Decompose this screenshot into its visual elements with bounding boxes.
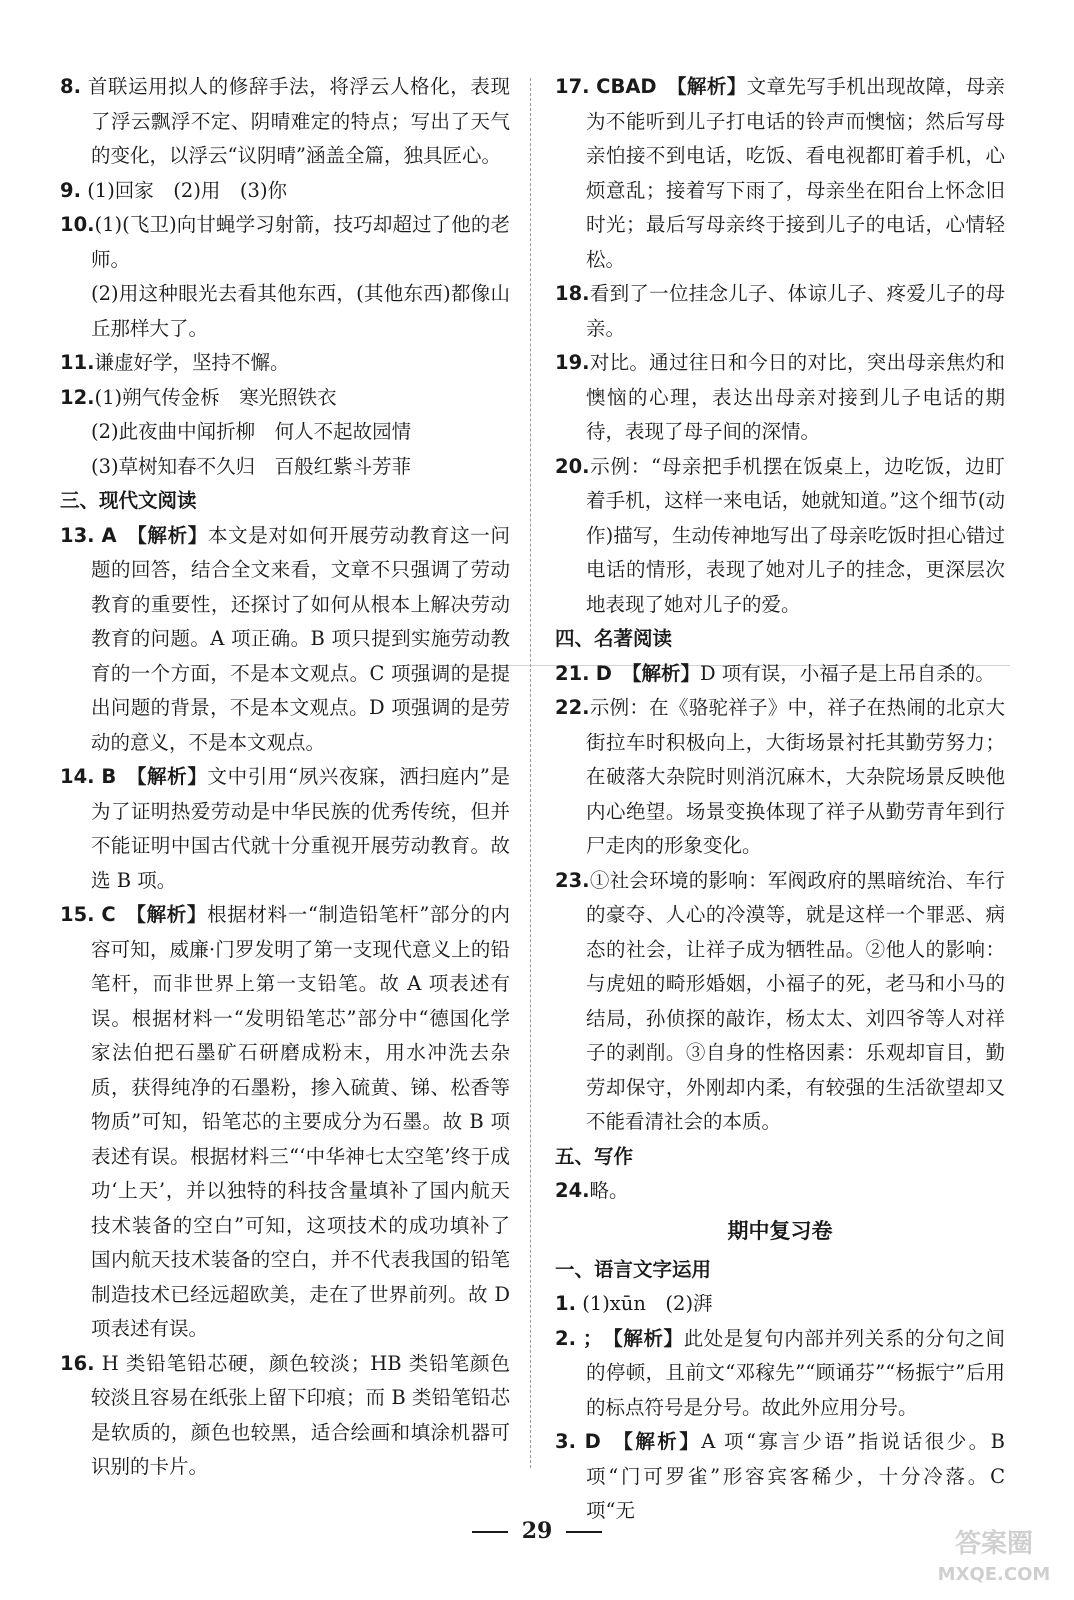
answer-text: H 类铅笔铅芯硬，颜色较淡；HB 类铅笔颜色较淡且容易在纸张上留下印痕；而 B 类铅笔铅芯是软质的，颜色也较黑，适合绘画和填涂机器可识别的卡片。 [91,1351,510,1478]
analysis-tag: 【解析】 [666,75,747,98]
page-dash-left [472,1531,508,1533]
answer-text: (1)xūn (2)湃 [582,1292,713,1315]
answer-12 [60,381,510,416]
paper-title: 期中复习卷 [727,1218,833,1243]
answer-text: (3)草树知春不久归 百般红紫斗芳菲 [91,454,412,478]
answer-17 [555,70,1005,277]
page-number-value: 29 [521,1518,553,1544]
watermark-logo-main: 答案圈 [954,1529,1034,1559]
section-heading-1: 一、语言文字运用 [555,1257,712,1281]
answer-text: ①社会环境的影响：军阀政府的黑暗统治、车行的豪夺、人心的冷漠等，就是这样一个罪恶、病态的社会，让祥子成为牺牲品。②他人的影响：与虎妞的畸形婚姻，小福子的死，老马和小马的结局，孙侦探的敲诈，杨太太、刘四爷等人对祥子的剥削。③自身的性格因素：乐观却盲目，勤劳却保守，外刚却内柔，有较强的生活欲望却又不能看清社会的本质。 [586,868,1005,1133]
answer-text: (2)用这种眼光去看其他东西，(其他东西)都像山丘那样大了。 [91,282,510,340]
answer-text: 此处是复句内部并列关系的分句之间的停顿，且前文“邓稼先”“顾诵芬”“杨振宁”后用的标点符号是分号。故此外应用分号。 [586,1326,1005,1419]
answer-text: 示例：在《骆驼祥子》中，祥子在热闹的北京大街拉车时积极向上，大街场景衬托其勤劳努力；在破落大杂院时则消沉麻木，大杂院场景反映他内心绝望。场景变换体现了祥子从勤劳青年到行尸走肉的形象变化。 [586,696,1005,857]
question-number: 14. [60,765,95,788]
answer-10 [60,208,510,277]
answer-text: 本文是对如何开展劳动教育这一问题的回答，结合全文来看，文章不只强调了劳动教育的重要性，还探讨了如何从根本上解决劳动教育的问题。A 项正确。B 项只提到实施劳动教育的一个方面，不是本文观点。C 项强调的是提出问题的背景，不是本文观点。D 项强调的是劳动的意义，不是本文观点。 [91,523,510,754]
answer-text: 对比。通过往日和今日的对比，突出母亲焦灼和懊恼的心理，表达出母亲对接到儿子电话的期待，表现了母子间的深情。 [586,351,1005,443]
answer-text: 首联运用拟人的修辞手法，将浮云人格化，表现了浮云飘浮不定、阴晴难定的特点；写出了天气的变化，以浮云“议阴晴”涵盖全篇，独具匠心。 [87,75,510,167]
answer-text: (2)此夜曲中闻折柳 何人不起故园情 [91,420,412,443]
midterm-answer-3 [555,1425,1005,1529]
analysis-tag: 【解析】 [126,765,208,788]
question-number: 18. [555,282,590,305]
answer-22 [555,691,1005,864]
answer-text: (1)回家 (2)用 (3)你 [87,178,288,202]
question-number: 24. [555,1179,590,1202]
answer-text: (1)(飞卫)向甘蝇学习射箭，技巧却超过了他的老师。 [91,213,510,271]
answer-text: A 项“寡言少语”指说话很少。B 项“门可罗雀”形容宾客稀少，十分冷落。C 项“无 [586,1430,1005,1522]
answer-text: 示例：“母亲把手机摆在饭桌上，边吃饭，边盯着手机，这样一来电话，她就知道。”这个细节(动作)描写，生动传神地写出了母亲吃饭时担心错过电话的情形，表现了她对儿子的挂念，更深层次地表现了她对儿子的爱。 [586,454,1005,616]
question-number: 12. [60,385,95,409]
watermark-logo-url: MXQE.COM [937,1564,1051,1585]
section-heading-4: 四、名著阅读 [555,627,673,650]
question-number: 19. [555,351,590,374]
watermark-logo [934,1520,1054,1590]
question-number: 3. [555,1430,576,1453]
answer-choice: A [101,523,117,547]
answer-choice: B [101,765,117,788]
question-number: 10. [60,213,95,236]
answer-text: 文章先写手机出现故障，母亲为不能听到儿子打电话的铃声而懊恼；然后写母亲怕接不到电话，吃饭、看电视都盯着手机，心烦意乱；接着写下雨了，母亲坐在阳台上怀念旧时光；最后写母亲终于接到儿子的电话，心情轻松。 [586,75,1005,271]
question-number: 8. [60,75,81,98]
analysis-tag: 【解析】 [126,523,208,547]
question-number: 13. [60,523,95,547]
question-number: 2. [555,1326,576,1350]
answer-21 [555,657,1005,692]
answer-24 [555,1174,1005,1209]
analysis-tag: 【解析】 [612,1326,684,1350]
question-number: 21. [555,661,590,685]
answer-choice: D [584,1430,601,1453]
answer-text: 看到了一位挂念儿子、体谅儿子、疼爱儿子的母亲。 [586,282,1005,340]
answer-9 [60,174,510,209]
question-number: 20. [555,454,590,478]
question-number: 11. [60,351,95,374]
midterm-answer-1 [555,1287,1005,1322]
section-heading-3: 三、现代文阅读 [60,489,197,512]
answer-10-part2 [60,277,510,346]
answer-12-part2 [60,415,510,450]
answer-text: 略。 [589,1179,629,1202]
midterm-answer-2 [555,1322,1005,1426]
left-column [60,70,510,1485]
section-heading-5: 五、写作 [555,1144,634,1168]
answer-12-part3 [60,450,510,485]
answer-choice: ； [582,1326,603,1350]
page-dash-right [566,1531,602,1533]
answer-choice: CBAD [596,75,657,98]
answer-choice: D [595,661,612,685]
answer-23 [555,864,1005,1140]
answer-18 [555,277,1005,346]
answer-text: 谦虚好学，坚持不懈。 [94,351,290,374]
question-number: 23. [555,868,590,892]
question-number: 15. [60,903,95,926]
answer-16 [60,1347,510,1485]
answer-text: D 项有误，小福子是上吊自杀的。 [699,661,995,685]
analysis-tag: 【解析】 [621,661,700,685]
answer-15 [60,898,510,1347]
analysis-tag: 【解析】 [125,903,208,926]
question-number: 17. [555,75,590,98]
answer-14 [60,760,510,898]
analysis-tag: 【解析】 [610,1430,702,1453]
answer-20 [555,450,1005,623]
answer-8 [60,70,510,174]
answer-11 [60,346,510,381]
question-number: 16. [60,1351,95,1375]
answer-text: 根据材料一“制造铅笔杆”部分的内容可知，威廉·门罗发明了第一支现代意义上的铅笔杆，而非世界上第一支铅笔。故 A 项表述有误。根据材料一“发明铅笔芯”部分中“德国化学家法伯把石墨矿石研磨成粉末，用水冲洗去杂质，获得纯净的石墨粉，掺入硫黄、锑、松香等物质”可知，铅笔芯的主要成分为石墨。故 B 项表述有误。根据材料三“‘中华神七太空笔’终于成功‘上天’，并以独特的科技含量填补了国内航天技术装备的空白”可知，这项技术的成功填补了国内航天技术装备的空白，并不代表我国的铅笔制造技术已经远超欧美，走在了世界前列。故 D 项表述有误。 [91,903,510,1340]
answer-19 [555,346,1005,450]
question-number: 22. [555,696,590,719]
page-number [0,1518,1074,1544]
answer-text: 文中引用“夙兴夜寐，洒扫庭内”是为了证明热爱劳动是中华民族的优秀传统，但并不能证明中国古代就十分重视开展劳动教育。故选 B 项。 [91,765,510,892]
answer-choice: C [101,903,116,926]
question-number: 9. [60,178,81,202]
answer-text: (1)朔气传金柝 寒光照铁衣 [94,385,337,409]
answer-13 [60,519,510,761]
right-column [555,70,1005,1529]
column-divider [530,78,531,1468]
question-number: 1. [555,1292,576,1315]
